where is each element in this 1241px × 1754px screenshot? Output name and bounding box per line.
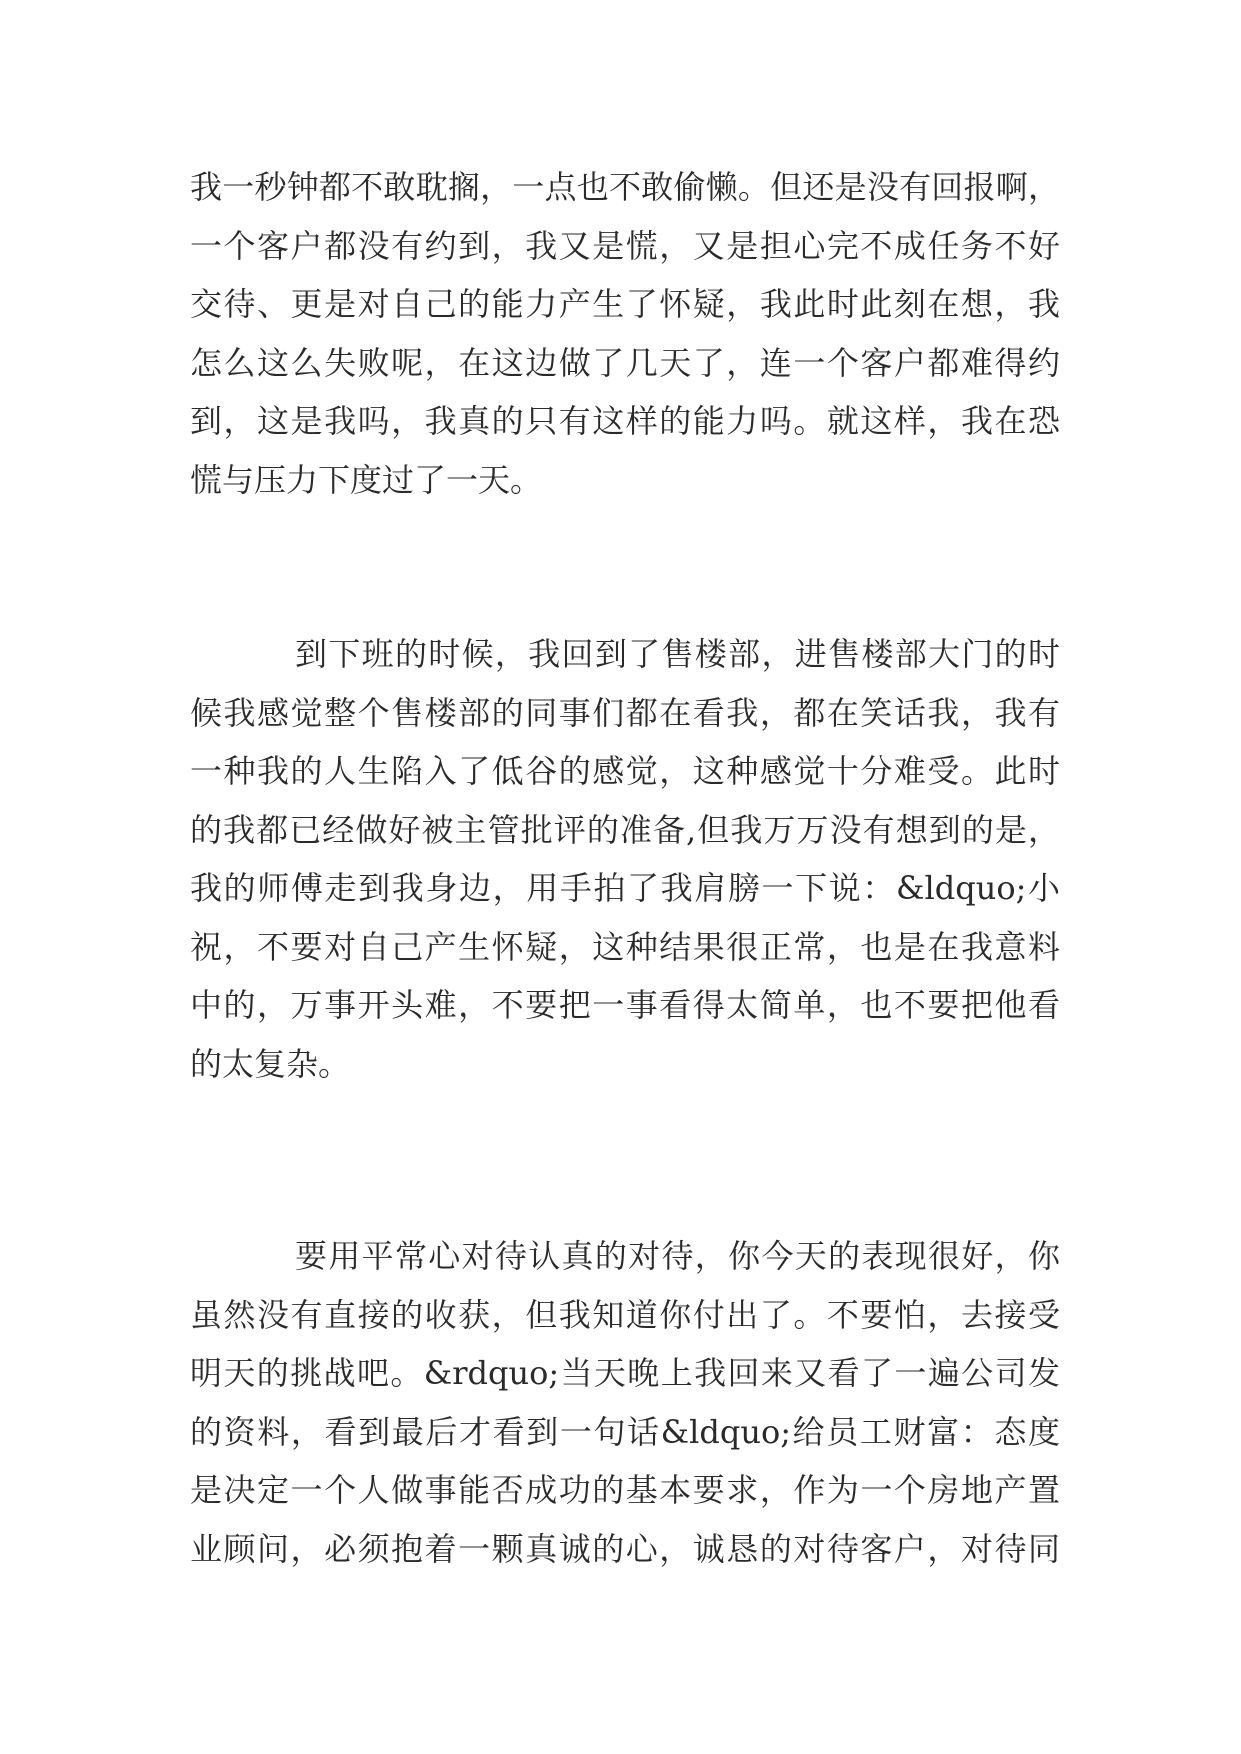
text-line: 到，这是我吗，我真的只有这样的能力吗。就这样，我在恐 <box>190 402 1060 440</box>
text-line: 我的师傅走到我身边，用手拍了我肩膀一下说：&ldquo;小 <box>190 869 1060 907</box>
text-line: 交待、更是对自己的能力产生了怀疑，我此时此刻在想，我 <box>190 285 1060 323</box>
text-line: 中的，万事开头难，不要把一事看得太简单，也不要把他看 <box>190 986 1060 1024</box>
text-line: 虽然没有直接的收获，但我知道你付出了。不要怕，去接受 <box>190 1295 1060 1334</box>
paragraph-2 <box>190 625 1060 1093</box>
text-line: 怎么这么失败呢，在这边做了几天了，连一个客户都难得约 <box>190 343 1060 382</box>
text-line: 业顾问，必须抱着一颗真诚的心，诚恳的对待客户，对待同 <box>190 1529 1060 1568</box>
text-line: 明天的挑战吧。&rdquo;当天晚上我回来又看了一遍公司发 <box>190 1354 1060 1392</box>
paragraph-3 <box>190 1227 1060 1578</box>
text-line: 我一秒钟都不敢耽搁，一点也不敢偷懒。但还是没有回报啊， <box>190 168 1060 206</box>
text-line: 候我感觉整个售楼部的同事们都在看我，都在笑话我，我有 <box>190 693 1060 732</box>
text-line: 慌与压力下度过了一天。 <box>190 460 543 499</box>
text-line: 是决定一个人做事能否成功的基本要求，作为一个房地产置 <box>190 1471 1060 1509</box>
text-line: 要用平常心对待认真的对待，你今天的表现很好，你 <box>295 1237 1060 1275</box>
text-line: 一个客户都没有约到，我又是慌，又是担心完不成任务不好 <box>190 226 1060 265</box>
text-line: 一种我的人生陷入了低谷的感觉，这种感觉十分难受。此时 <box>190 752 1060 790</box>
text-line: 到下班的时候，我回到了售楼部，进售楼部大门的时 <box>295 635 1060 673</box>
text-line: 的资料，看到最后才看到一句话&ldquo;给员工财富：态度 <box>190 1412 1060 1451</box>
paragraph-1 <box>190 158 1060 509</box>
text-line: 的太复杂。 <box>190 1044 351 1083</box>
text-line: 的我都已经做好被主管批评的准备,但我万万没有想到的是， <box>190 810 1060 849</box>
text-line: 祝，不要对自己产生怀疑，这种结果很正常，也是在我意料 <box>190 927 1060 966</box>
